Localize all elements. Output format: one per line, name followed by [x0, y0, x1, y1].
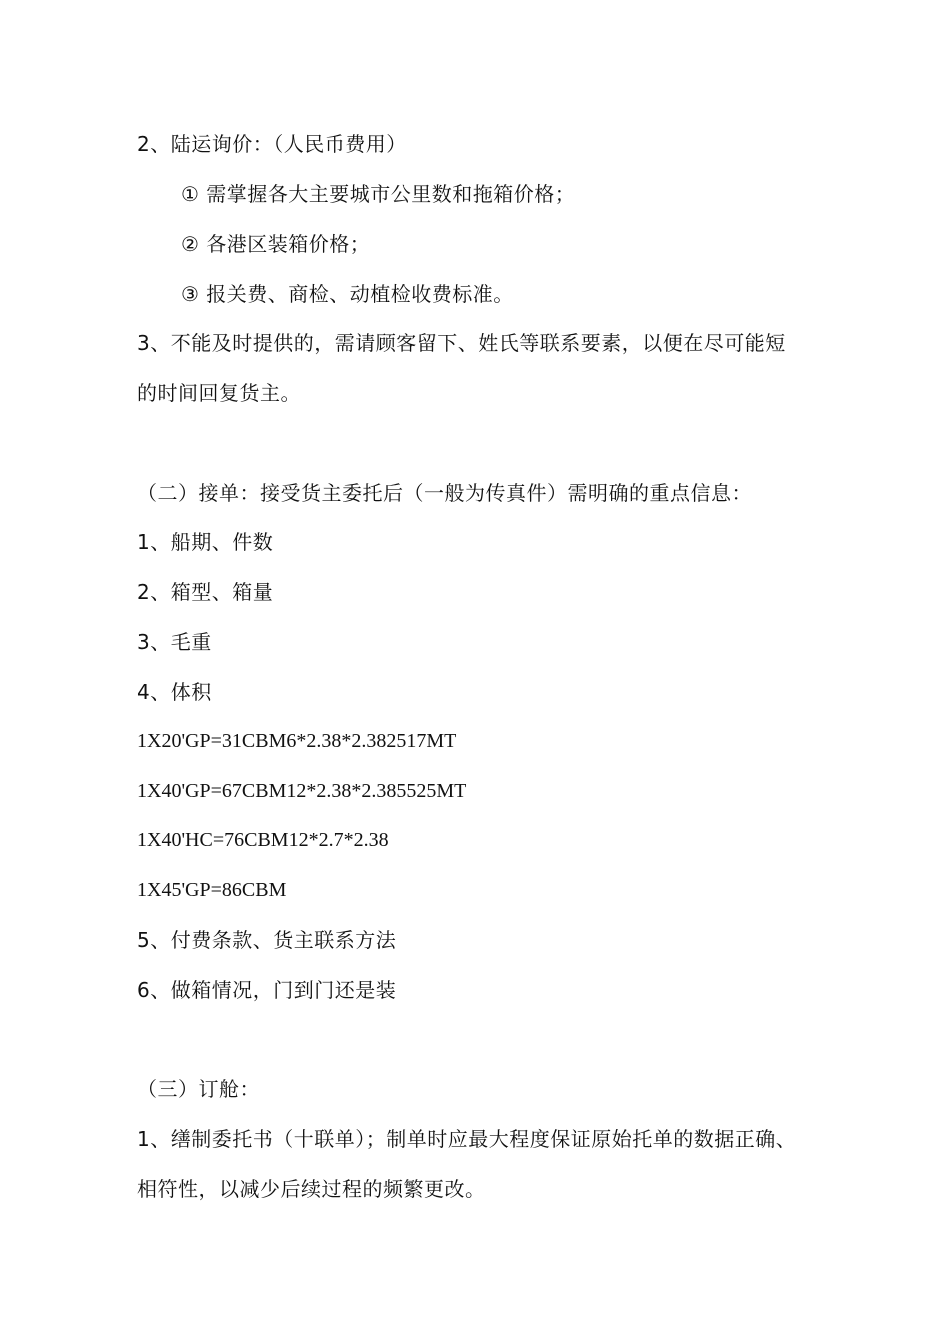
list-item-land-quote-3: ③ 报关费、商检、动植检收费标准。	[181, 282, 514, 306]
container-spec-line: 1X40'GP=67CBM12*2.38*2.385525MT	[137, 780, 467, 802]
list-item: 2、箱型、箱量	[137, 580, 274, 604]
section-heading-order-taking: （二）接单：接受货主委托后（一般为传真件）需明确的重点信息：	[137, 481, 752, 505]
list-item-land-quote-2: ② 各港区装箱价格；	[181, 232, 371, 256]
container-spec-line: 1X45'GP=86CBM	[137, 879, 287, 901]
paragraph-line: 3、不能及时提供的，需请顾客留下、姓氏等联系要素，以便在尽可能短	[137, 331, 786, 355]
list-item: 5、付费条款、货主联系方法	[137, 928, 397, 952]
list-item: 6、做箱情况，门到门还是装	[137, 978, 397, 1002]
container-spec-line: 1X20'GP=31CBM6*2.38*2.382517MT	[137, 730, 457, 752]
list-item: 4、体积	[137, 680, 212, 704]
section-heading-booking: （三）订舱：	[137, 1077, 260, 1101]
list-item: 3、毛重	[137, 630, 212, 654]
paragraph-line: 相符性，以减少后续过程的频繁更改。	[137, 1177, 486, 1201]
paragraph-line: 1、缮制委托书（十联单）；制单时应最大程度保证原始托单的数据正确、	[137, 1127, 797, 1151]
list-item: 1、船期、件数	[137, 530, 274, 554]
section-land-quote: 2、陆运询价：（人民币费用）	[137, 132, 407, 156]
container-spec-line: 1X40'HC=76CBM12*2.7*2.38	[137, 829, 389, 851]
list-item-land-quote-1: ① 需掌握各大主要城市公里数和拖箱价格；	[181, 182, 576, 206]
paragraph-line: 的时间回复货主。	[137, 381, 301, 405]
